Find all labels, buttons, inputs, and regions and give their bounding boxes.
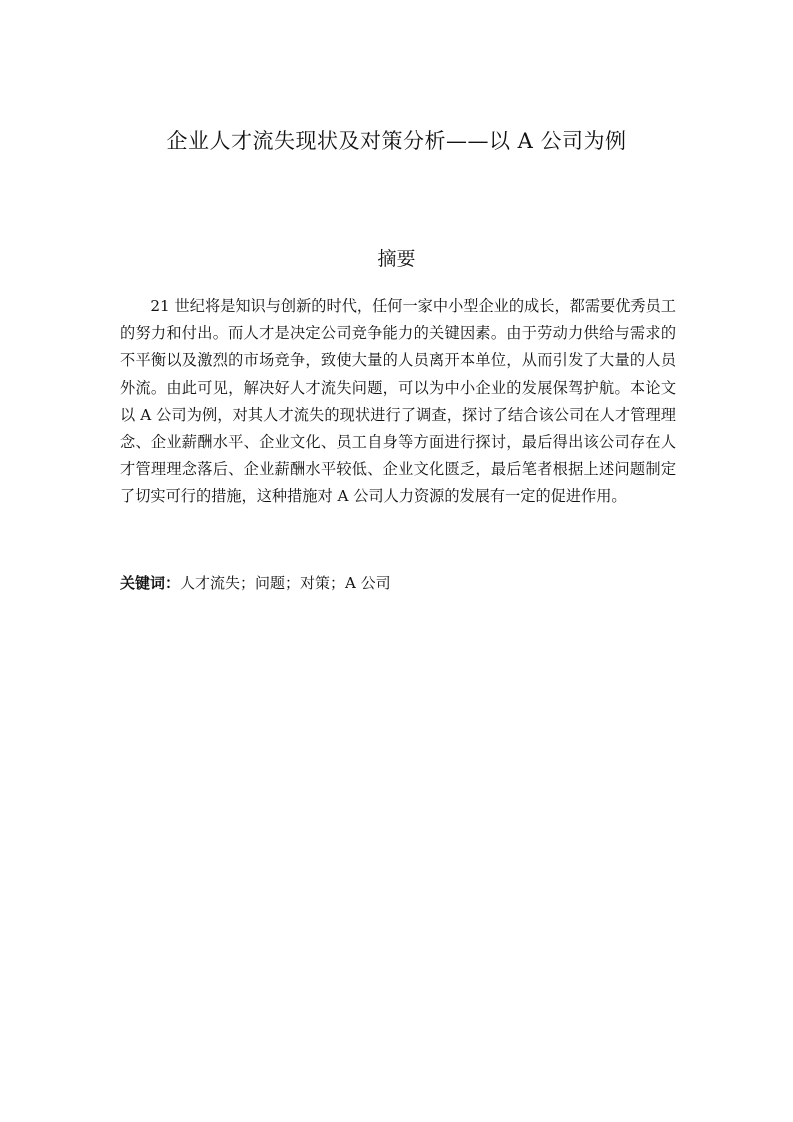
- paper-title: 企业人才流失现状及对策分析——以 A 公司为例: [166, 129, 627, 153]
- abstract-paragraph: 21 世纪将是知识与创新的时代，任何一家中小型企业的成长，都需要优秀员工的努力和付出。而人才是决定公司竞争能力的关键因素。由于劳动力供给与需求的不平衡以及激烈的市场竞争，致使大量的人员离开本单位，从而引发了大量的人员外流。由此可见，解决好人才流失问题，可以为中小企业的发展保驾护航。本论文以 A 公司为例，对其人才流失的现状进行了调查，探讨了结合该公司在人才管理理念、企业薪酬水平、企业文化、员工自身等方面进行探讨，最后得出该公司存在人才管理理念落后、企业薪酬水平较低、企业文化匮乏，最后笔者根据上述问题制定了切实可行的措施，这种措施对 A 公司人力资源的发展有一定的促进作用。: [120, 297, 676, 506]
- abstract-heading: 摘要: [377, 248, 416, 270]
- keywords-line: [120, 570, 676, 597]
- keywords-value: 人才流失；问题；对策；A 公司: [180, 574, 391, 592]
- keywords-label: 关键词：: [120, 574, 181, 592]
